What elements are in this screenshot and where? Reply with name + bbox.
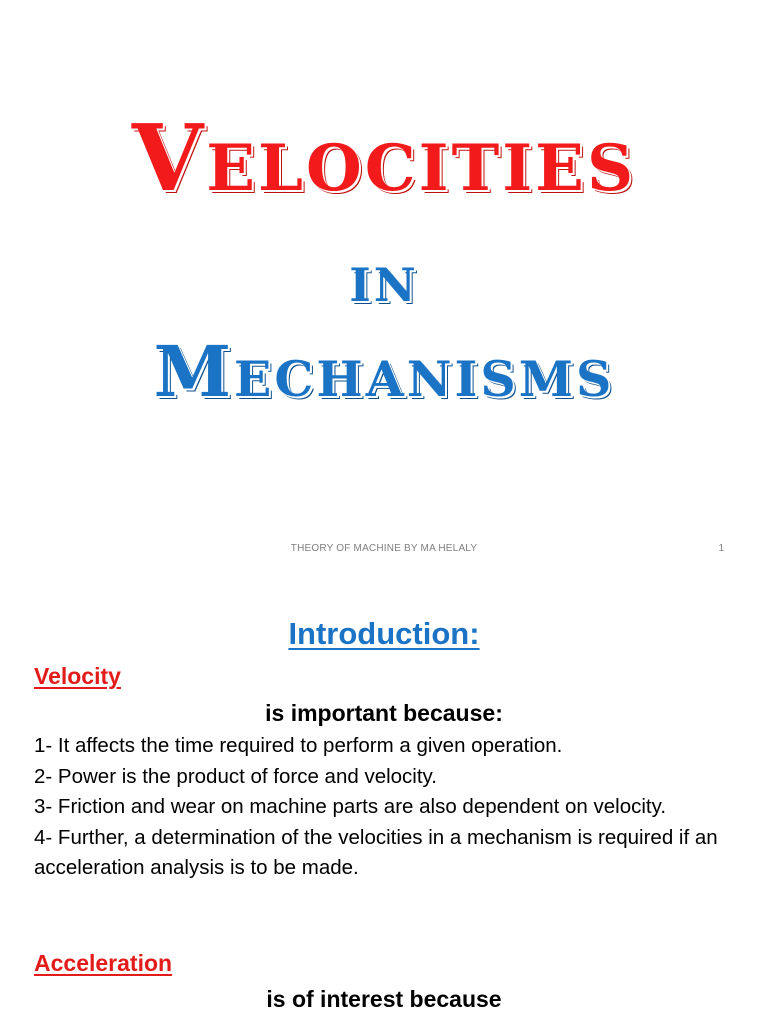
slide-footer: THEORY OF MACHINE BY MA HELALY [290, 543, 478, 554]
page-number: 1 [718, 543, 724, 554]
list-item: 3- Friction and wear on machine parts are also dependent on velocity. [34, 795, 667, 819]
title-mechanisms: Mechanisms [153, 330, 615, 413]
velocity-subtitle: is important because: [265, 700, 503, 726]
velocity-title: Velocity [34, 663, 121, 689]
title-in: in [349, 239, 419, 317]
title-velocities: Velocities [131, 104, 637, 212]
acceleration-title: Acceleration [34, 950, 173, 976]
list-item: 2- Power is the product of force and velocity. [34, 764, 437, 788]
list-item: 1- It affects the time required to perform a given operation. [34, 734, 563, 757]
velocity-points-list [34, 731, 754, 884]
acceleration-subtitle: is of interest because [266, 986, 502, 1012]
list-item: 4- Further, a determination of the velocities in a mechanism is required if an acceleration analysis is to be made. [34, 825, 718, 880]
introduction-heading: Introduction: [288, 616, 480, 651]
introduction-slide [0, 576, 768, 1024]
